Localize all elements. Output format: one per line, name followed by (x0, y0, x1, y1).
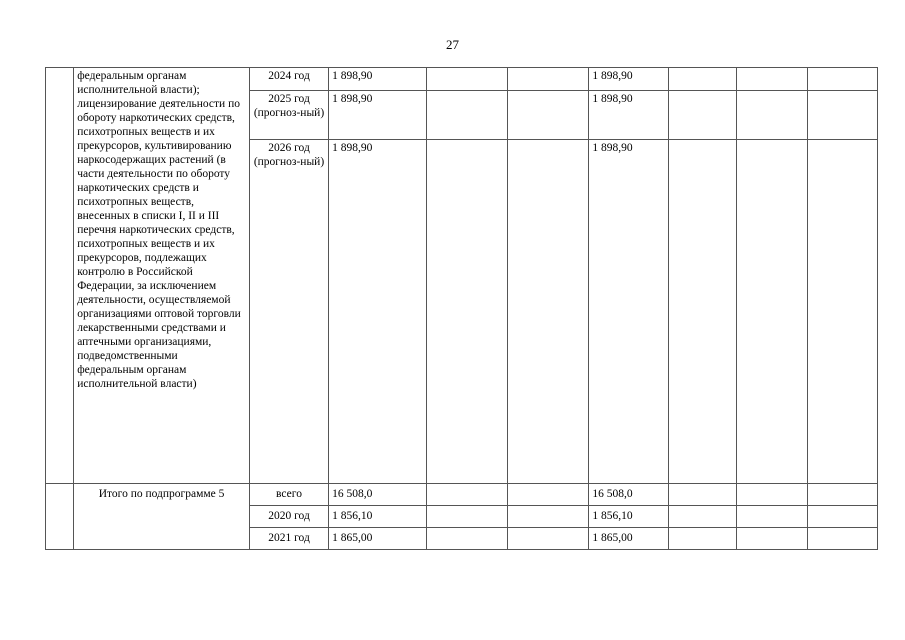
empty-cell (808, 484, 878, 506)
empty-cell (736, 91, 808, 140)
empty-cell (808, 91, 878, 140)
year-cell: 2024 год (249, 68, 328, 91)
empty-cell (736, 506, 808, 528)
empty-cell (426, 528, 507, 550)
year-cell: 2021 год (249, 528, 328, 550)
table-row (46, 68, 878, 91)
empty-cell (808, 528, 878, 550)
value-cell: 1 898,90 (329, 140, 427, 484)
row-number-cell (46, 68, 74, 484)
value-cell-federal: 1 898,90 (589, 68, 668, 91)
budget-table (45, 67, 878, 550)
value-cell-federal: 16 508,0 (589, 484, 668, 506)
table-row (46, 484, 878, 506)
empty-cell (668, 528, 736, 550)
empty-cell (426, 140, 507, 484)
empty-cell (508, 506, 589, 528)
value-cell-federal: 1 898,90 (589, 140, 668, 484)
value-cell: 1 865,00 (329, 528, 427, 550)
empty-cell (426, 91, 507, 140)
empty-cell (668, 68, 736, 91)
year-cell: 2025 год (прогноз-ный) (249, 91, 328, 140)
empty-cell (508, 484, 589, 506)
activity-name-cell (74, 68, 250, 484)
activity-name-text: федеральным органам исполнительной власти); лицензирование деятельности по обороту наркотических средств, психотропных веществ и их прекурсоров, культивированию наркосодержащих растений (в части деятельности по обороту наркотических средств и психотропных веществ, внесенных в списки I, II и III перечня наркотических средств, психотропных веществ и их прекурсоров, подлежащих контролю в Российской Федерации, за исключением деятельности, осуществляемой организациями оптовой торговли лекарственными средствами и аптечными организациями, подведомственными федеральным органам исполнительной власти) (77, 70, 241, 390)
empty-cell (508, 68, 589, 91)
empty-cell (508, 91, 589, 140)
empty-cell (808, 506, 878, 528)
empty-cell (508, 140, 589, 484)
empty-cell (426, 506, 507, 528)
value-cell: 1 898,90 (329, 91, 427, 140)
empty-cell (426, 68, 507, 91)
subprogram-total-label: Итого по подпрограмме 5 (74, 484, 250, 550)
year-cell: 2026 год (прогноз-ный) (249, 140, 328, 484)
empty-cell (668, 91, 736, 140)
empty-cell (668, 484, 736, 506)
year-cell: 2020 год (249, 506, 328, 528)
empty-cell (508, 528, 589, 550)
empty-cell (736, 140, 808, 484)
empty-cell (736, 528, 808, 550)
empty-cell (426, 484, 507, 506)
value-cell: 1 898,90 (329, 68, 427, 91)
empty-cell (808, 68, 878, 91)
empty-cell (808, 140, 878, 484)
value-cell: 16 508,0 (329, 484, 427, 506)
row-number-cell (46, 484, 74, 550)
year-cell: всего (249, 484, 328, 506)
value-cell: 1 856,10 (329, 506, 427, 528)
empty-cell (668, 506, 736, 528)
empty-cell (668, 140, 736, 484)
value-cell-federal: 1 856,10 (589, 506, 668, 528)
value-cell-federal: 1 898,90 (589, 91, 668, 140)
empty-cell (736, 68, 808, 91)
value-cell-federal: 1 865,00 (589, 528, 668, 550)
page-number: 27 (446, 37, 459, 52)
empty-cell (736, 484, 808, 506)
